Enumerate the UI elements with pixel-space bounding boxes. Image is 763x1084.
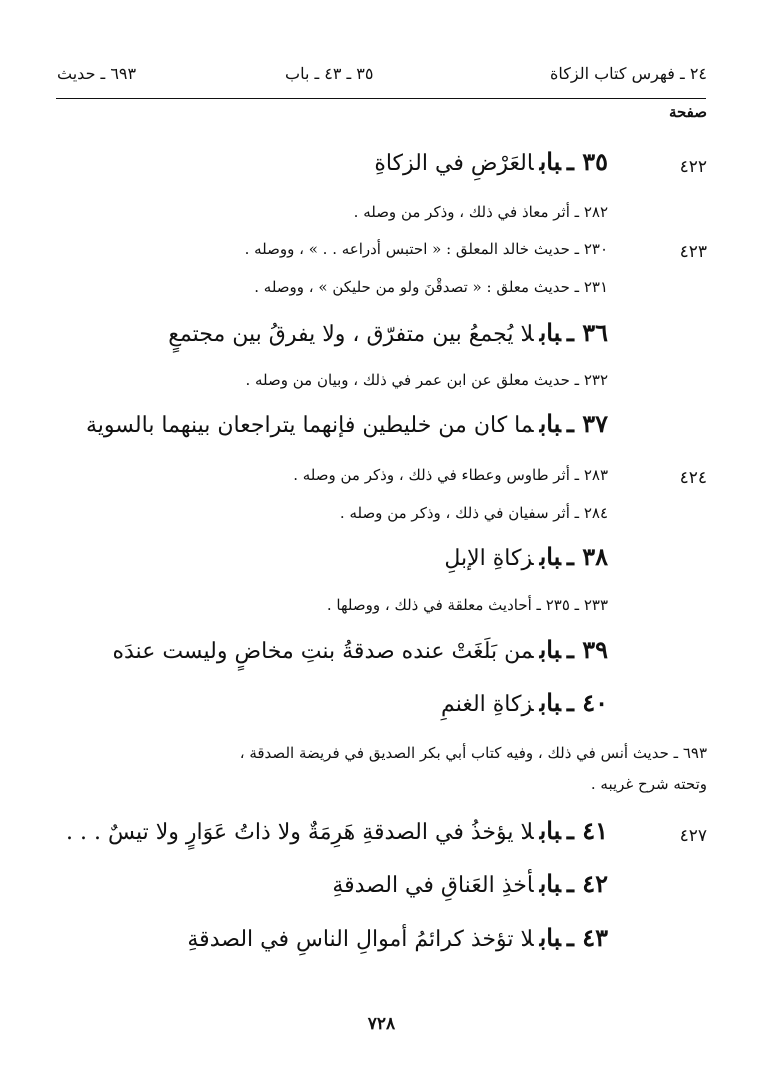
running-header-hadith: ٦٩٣ ـ حديث bbox=[57, 64, 137, 83]
page-ref: ٤٢٣ bbox=[679, 242, 707, 262]
bab-keyword: باب bbox=[539, 923, 561, 952]
bab-number: ٤٠ ـ bbox=[566, 688, 608, 717]
bab-number: ٤٢ ـ bbox=[566, 869, 608, 898]
bab-heading bbox=[441, 688, 608, 717]
running-header-title: ٢٤ ـ فهرس كتاب الزكاة bbox=[549, 64, 707, 83]
index-item: ٢٣٢ ـ حديث معلق عن ابن عمر في ذلك ، وبيان من وصله . bbox=[245, 371, 608, 389]
page-column-label: صفحة bbox=[668, 103, 707, 121]
page-number: ٧٢٨ bbox=[367, 1014, 396, 1034]
bab-keyword: باب bbox=[539, 816, 561, 845]
bab-keyword: باب bbox=[539, 635, 561, 664]
bab-heading bbox=[332, 869, 608, 898]
bab-number: ٣٩ ـ bbox=[566, 635, 608, 664]
bab-keyword: باب bbox=[539, 688, 561, 717]
bab-keyword: باب bbox=[539, 147, 561, 176]
bab-number: ٣٨ ـ bbox=[566, 542, 608, 571]
bab-keyword: باب bbox=[539, 409, 561, 438]
bab-number: ٤١ ـ bbox=[566, 816, 608, 845]
bab-heading bbox=[374, 147, 608, 176]
bab-heading bbox=[112, 635, 608, 664]
bab-title: أخذِ العَناقِ في الصدقةِ bbox=[332, 873, 534, 898]
bab-heading bbox=[86, 409, 608, 438]
running-header-range: ٣٥ ـ ٤٣ ـ باب bbox=[285, 64, 374, 83]
bab-number: ٣٥ ـ bbox=[566, 147, 608, 176]
index-item: ٢٣٠ ـ حديث خالد المعلق : « احتبس أدراعه . . » ، ووصله . bbox=[244, 240, 608, 258]
bab-heading bbox=[168, 318, 608, 347]
bab-number: ٤٣ ـ bbox=[566, 923, 608, 952]
index-item-continuation: وتحته شرح غريبه . bbox=[590, 775, 707, 793]
bab-keyword: باب bbox=[539, 869, 561, 898]
bab-keyword: باب bbox=[539, 318, 561, 347]
bab-title: من بَلَغَتْ عنده صدقةُ بنتِ مخاضٍ وليست عندَه bbox=[112, 639, 534, 664]
bab-title: ما كان من خليطين فإنهما يتراجعان بينهما بالسوية bbox=[86, 413, 534, 438]
page-ref: ٤٢٧ bbox=[679, 826, 707, 846]
index-item: ٢٣١ ـ حديث معلق : « تصدقْنَ ولو من حليكن » ، ووصله . bbox=[254, 278, 608, 296]
bab-title: العَرْضِ في الزكاةِ bbox=[374, 151, 534, 176]
bab-title: زكاةِ الغنمِ bbox=[441, 692, 534, 717]
bab-title: لا يؤخذُ في الصدقةِ هَرِمَةٌ ولا ذاتُ عَوَارٍ ولا تيسٌ . . . bbox=[66, 820, 534, 845]
index-item: ٢٨٤ ـ أثر سفيان في ذلك ، وذكر من وصله . bbox=[339, 504, 608, 522]
index-item: ٢٣٣ ـ ٢٣٥ ـ أحاديث معلقة في ذلك ، ووصلها . bbox=[326, 596, 608, 614]
index-item: ٢٨٣ ـ أثر طاوس وعطاء في ذلك ، وذكر من وصله . bbox=[293, 466, 608, 484]
header-rule bbox=[56, 98, 706, 99]
index-item: ٦٩٣ ـ حديث أنس في ذلك ، وفيه كتاب أبي بكر الصديق في فريضة الصدقة ، bbox=[239, 744, 707, 762]
bab-title: لا يُجمعُ بين متفرّق ، ولا يفرقُ بين مجتمعٍ bbox=[168, 322, 534, 347]
index-item: ٢٨٢ ـ أثر معاذ في ذلك ، وذكر من وصله . bbox=[353, 203, 608, 221]
bab-number: ٣٧ ـ bbox=[566, 409, 608, 438]
bab-heading bbox=[444, 542, 608, 571]
page-ref: ٤٢٤ bbox=[679, 468, 707, 488]
bab-heading bbox=[66, 816, 608, 845]
page-ref: ٤٢٢ bbox=[679, 157, 707, 177]
bab-number: ٣٦ ـ bbox=[566, 318, 608, 347]
bab-title: زكاةِ الإبلِ bbox=[444, 546, 534, 571]
bab-title: لا تؤخذ كرائمُ أموالِ الناسِ في الصدقةِ bbox=[187, 927, 534, 952]
bab-keyword: باب bbox=[539, 542, 561, 571]
bab-heading bbox=[187, 923, 608, 952]
